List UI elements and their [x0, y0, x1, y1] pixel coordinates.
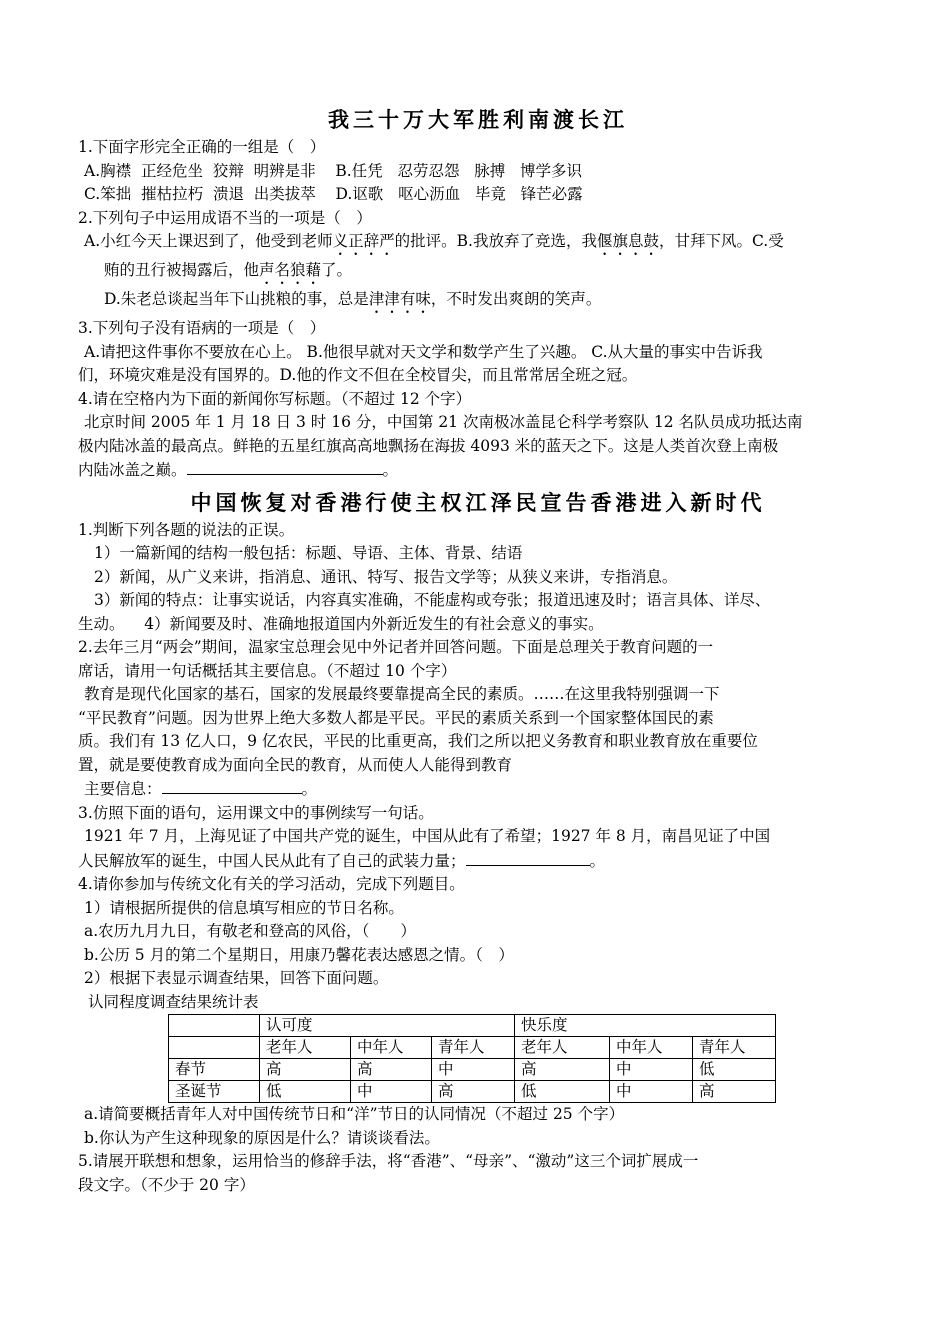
s2-q3-stem: 3.仿照下面的语句，运用课文中的事例续写一句话。 — [78, 803, 434, 822]
s2-q5-stem: 段文字。（不少于 20 字） — [78, 1175, 255, 1194]
s2-q4-item: b.公历 5 月的第二个星期日，用康乃馨花表达感恩之情。（ ） — [84, 945, 514, 964]
q2-text: ，甘拜下风。C.受 — [658, 232, 784, 250]
s2-q1-statement: 1）一篇新闻的结构一般包括：标题、导语、主体、背景、结语 — [94, 544, 523, 562]
continuation-answer-blank[interactable] — [466, 849, 590, 866]
worksheet-page — [78, 100, 878, 1197]
q2-option-line — [78, 230, 878, 259]
s2-q4-sub: 2）根据下表显示调查结果，回答下面问题。 — [84, 969, 389, 987]
q4-news-end: 内陆冰盖之巅。 — [78, 461, 187, 479]
table-cell: 高 — [260, 1059, 351, 1081]
s2-q3-example-end: 人民解放军的诞生，中国人民从此有了自己的武装力量； — [78, 851, 466, 870]
table-cell — [169, 1015, 260, 1037]
table-row-label: 春节 — [169, 1059, 260, 1081]
q2-idiom: 偃旗息鼓 — [596, 232, 659, 250]
q2-idiom: 声名狼藉 — [259, 261, 322, 279]
q2-idiom: 义正辞严 — [332, 232, 395, 250]
table-group-header: 快乐度 — [515, 1015, 776, 1037]
q3-options: 们，环境灾难是没有国界的。D.他的作文不但在全校冒尖，而且常常居全班之冠。 — [78, 366, 638, 384]
q3-stem: 3.下列句子没有语病的一项是（ ） — [78, 319, 326, 337]
table-cell: 中 — [351, 1081, 432, 1103]
q1-option-row: C.笨拙 摧枯拉朽 溃退 出类拔萃 D.讴歌 呕心沥血 毕竟 锋芒必露 — [84, 185, 583, 203]
table-cell: 高 — [693, 1081, 776, 1103]
q2-option-line — [78, 259, 878, 288]
s2-q3-example: 1921 年 7 月，上海见证了中国共产党的诞生，中国从此有了希望；1927 年 8 月，南昌见证了中国 — [84, 827, 771, 845]
q2-text: ，不时发出爽朗的笑声。 — [430, 290, 602, 308]
table-row — [169, 1059, 776, 1081]
s2-q4-question: a.请简要概括青年人对中国传统节日和“洋”节日的认同情况（不超过 25 个字） — [84, 1105, 625, 1123]
table-cell: 中 — [432, 1059, 515, 1081]
table-row — [169, 1037, 776, 1059]
s2-q2-answer-line — [78, 777, 878, 802]
main-info-answer-blank[interactable] — [162, 777, 302, 794]
table-header: 青年人 — [432, 1037, 515, 1059]
q2-text: A.小红今天上课迟到了，他受到老师 — [84, 232, 333, 250]
s2-q2-stem: 2.去年三月“两会”期间，温家宝总理会见中外记者并回答问题。下面是总理关于教育问题的一 — [78, 638, 714, 656]
s2-q3-period: 。 — [589, 851, 606, 870]
q4-stem: 4.请在空格内为下面的新闻你写标题。（不超过 12 个字） — [78, 389, 472, 408]
s2-q1-statement: 2）新闻，从广义来讲，指消息、通讯、特写、报告文学等；从狭义来讲，专指消息。 — [94, 567, 678, 586]
s2-q2-passage: “平民教育”问题。因为世界上绝大多数人都是平民。平民的素质关系到一个国家整体国民的素 — [78, 708, 714, 727]
q2-text: D.朱老总谈起当年下山挑粮的事，总是 — [104, 290, 369, 308]
q2-text: 了。 — [321, 261, 353, 279]
s2-q4-item: a.农历九月九日，有敬老和登高的风俗，（ ） — [84, 922, 416, 940]
table-header: 老年人 — [260, 1037, 351, 1059]
q4-period: 。 — [382, 461, 399, 479]
s2-q4-question: b.你认为产生这种现象的原因是什么？请谈谈看法。 — [84, 1128, 440, 1147]
s2-q1-statement: 3）新闻的特点：让事实说话，内容真实准确，不能虚构或夸张；报道迅速及时；语言具体、详尽、 — [94, 591, 771, 609]
s2-q1-stem: 1.判断下列各题的说法的正误。 — [78, 520, 295, 539]
table-header: 中年人 — [610, 1037, 693, 1059]
s2-q4-stem: 4.请你参加与传统文化有关的学习活动，完成下列题目。 — [78, 875, 465, 893]
s2-q2-stem: 席话，请用一句话概括其主要信息。（不超过 10 个字） — [78, 661, 457, 680]
table-cell: 高 — [351, 1059, 432, 1081]
table-group-header: 认可度 — [260, 1015, 515, 1037]
table-row — [169, 1015, 776, 1037]
table-row-label: 圣诞节 — [169, 1081, 260, 1103]
table-cell: 中 — [610, 1059, 693, 1081]
q1-option-row: A.胸襟 正经危坐 狡辩 明辨是非 B.任凭 忍劳忍怨 脉搏 博学多识 — [84, 161, 583, 180]
q2-stem: 2.下列句子中运用成语不当的一项是（ ） — [78, 208, 372, 227]
q2-text: 贿的丑行被揭露后，他 — [104, 261, 260, 279]
section2-title: 中国恢复对香港行使主权江泽民宣告香港进入新时代 — [190, 489, 766, 515]
q3-options: A.请把这件事你不要放在心上。 B.他很早就对天文学和数学产生了兴趣。 C.从大量的事实中告诉我 — [84, 342, 763, 361]
s2-q2-passage: 质。我们有 13 亿人口，9 亿农民，平民的比重更高，我们之所以把义务教育和职业教育放在重要位 — [78, 732, 758, 750]
s2-q2-passage: 置，就是要使教育成为面向全民的教育，从而使人人能得到教育 — [78, 755, 513, 774]
s2-q5-stem: 5.请展开联想和想象，运用恰当的修辞手法，将“香港”、“母亲”、“激动”这三个词扩展成一 — [78, 1152, 699, 1170]
table-cell: 低 — [260, 1081, 351, 1103]
q2-text: 的批评。B.我放弃了竞选，我 — [394, 232, 597, 250]
s2-q3-example — [78, 849, 878, 874]
section1-title: 我三十万大军胜利南渡长江 — [328, 107, 628, 132]
table-row — [169, 1081, 776, 1103]
table-cell — [169, 1037, 260, 1059]
s2-q1-statement: 生动。 4）新闻要及时、准确地报道国内外新近发生的有社会意义的事实。 — [78, 614, 604, 633]
q4-news-text: 北京时间 2005 年 1 月 18 日 3 时 16 分，中国第 21 次南极冰盖昆仑科学考察队 12 名队员成功抵达南 — [84, 413, 803, 431]
table-header: 老年人 — [515, 1037, 610, 1059]
s2-q2-period: 。 — [301, 780, 318, 798]
table-cell: 高 — [432, 1081, 515, 1103]
table-cell: 高 — [515, 1059, 610, 1081]
q4-news-text — [78, 458, 878, 483]
survey-table — [168, 1014, 776, 1103]
table-caption: 认同程度调查结果统计表 — [88, 992, 259, 1011]
q4-news-text: 极内陆冰盖的最高点。鲜艳的五星红旗高高地飘扬在海拔 4093 米的蓝天之下。这是人类首次登上南极 — [78, 436, 779, 455]
q2-idiom: 津津有味 — [368, 290, 431, 308]
s2-q2-passage: 教育是现代化国家的基石，国家的发展最终要靠提高全民的素质。……在这里我特别强调一下 — [84, 685, 720, 703]
table-cell: 低 — [515, 1081, 610, 1103]
main-info-label: 主要信息： — [84, 780, 162, 798]
headline-answer-blank[interactable] — [187, 458, 383, 475]
table-cell: 低 — [693, 1059, 776, 1081]
table-header: 青年人 — [693, 1037, 776, 1059]
q1-stem: 1.下面字形完全正确的一组是（ ） — [78, 138, 326, 156]
table-cell: 中 — [610, 1081, 693, 1103]
q2-option-line — [78, 288, 878, 317]
table-header: 中年人 — [351, 1037, 432, 1059]
s2-q4-sub: 1）请根据所提供的信息填写相应的节日名称。 — [84, 898, 404, 917]
